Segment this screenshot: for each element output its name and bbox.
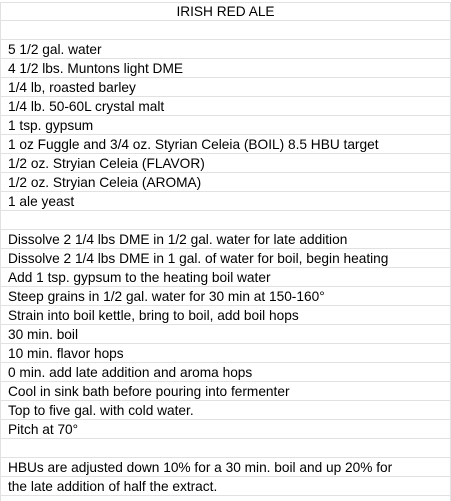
step-text: Top to five gal. with cold water. <box>8 403 194 418</box>
step-row[interactable] <box>0 268 451 287</box>
ingredient-text: 1 tsp. gypsum <box>8 118 94 133</box>
blank-row[interactable] <box>0 21 451 40</box>
step-text: Cool in sink bath before pouring into fermenter <box>8 384 290 399</box>
step-row[interactable] <box>0 306 451 325</box>
ingredient-text: 1/4 lb. 50-60L crystal malt <box>8 99 165 114</box>
step-text: Add 1 tsp. gypsum to the heating boil water <box>8 270 271 285</box>
ingredient-row[interactable] <box>0 135 451 154</box>
blank-row[interactable] <box>0 439 451 458</box>
step-row[interactable] <box>0 420 451 439</box>
step-row[interactable] <box>0 401 451 420</box>
step-row[interactable] <box>0 325 451 344</box>
step-text: 30 min. boil <box>8 327 78 342</box>
step-row[interactable] <box>0 287 451 306</box>
step-text: 0 min. add late addition and aroma hops <box>8 365 253 380</box>
step-row[interactable] <box>0 230 451 249</box>
step-text: Strain into boil kettle, bring to boil, add boil hops <box>8 308 299 323</box>
ingredient-row[interactable] <box>0 173 451 192</box>
ingredient-row[interactable] <box>0 154 451 173</box>
note-row[interactable] <box>0 477 451 496</box>
step-text: 10 min. flavor hops <box>8 346 124 361</box>
spreadsheet-grid <box>0 2 451 501</box>
step-text: Pitch at 70° <box>8 422 79 437</box>
ingredient-text: 1 oz Fuggle and 3/4 oz. Styrian Celeia (BOIL) 8.5 HBU target <box>8 137 379 152</box>
ingredient-row[interactable] <box>0 59 451 78</box>
ingredient-row[interactable] <box>0 78 451 97</box>
note-row[interactable] <box>0 458 451 477</box>
ingredient-text: 1/2 oz. Stryian Celeia (AROMA) <box>8 175 202 190</box>
blank-row[interactable] <box>0 211 451 230</box>
title-row[interactable] <box>0 2 451 21</box>
recipe-title: IRISH RED ALE <box>176 4 275 19</box>
ingredient-row[interactable] <box>0 192 451 211</box>
step-text: Steep grains in 1/2 gal. water for 30 min at 150-160° <box>8 289 325 304</box>
step-row[interactable] <box>0 344 451 363</box>
step-text: Dissolve 2 1/4 lbs DME in 1/2 gal. water for late addition <box>8 232 348 247</box>
ingredient-text: 1/4 lb, roasted barley <box>8 80 136 95</box>
note-text: the late addition of half the extract. <box>8 479 218 494</box>
note-text: HBUs are adjusted down 10% for a 30 min. boil and up 20% for <box>8 460 393 475</box>
ingredient-text: 5 1/2 gal. water <box>8 42 102 57</box>
ingredient-row[interactable] <box>0 40 451 59</box>
step-row[interactable] <box>0 363 451 382</box>
ingredient-row[interactable] <box>0 116 451 135</box>
step-row[interactable] <box>0 249 451 268</box>
ingredient-row[interactable] <box>0 97 451 116</box>
ingredient-text: 1/2 oz. Stryian Celeia (FLAVOR) <box>8 156 205 171</box>
step-text: Dissolve 2 1/4 lbs DME in 1 gal. of water for boil, begin heating <box>8 251 389 266</box>
ingredient-text: 1 ale yeast <box>8 194 75 209</box>
step-row[interactable] <box>0 382 451 401</box>
ingredient-text: 4 1/2 lbs. Muntons light DME <box>8 61 183 76</box>
